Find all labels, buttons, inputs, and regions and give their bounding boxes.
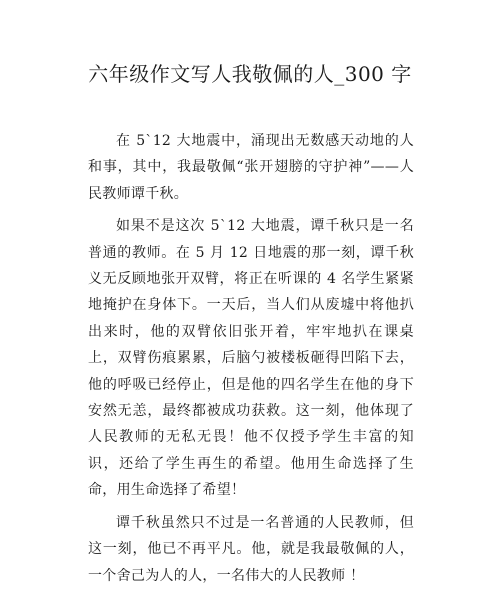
paragraph-2: 如果不是这次 5`12 大地震，谭千秋只是一名普通的教师。在 5 月 12 日地震的那一刻，谭千秋义无反顾地张开双臂，将正在听课的 4 名学生紧紧地掩护在身体下。一天后，当人们从废墟中将他扒出来时，他的双臂依旧张开着，牢牢地扒在课桌上，双臂伤痕累累，后脑勺被楼板砸得凹陷下去，他的呼吸已经停止，但是他的四名学生在他的身下安然无恙，最终都被成功获救。这一刻，他体现了人民教师的无私无畏！他不仅授予学生丰富的知识，还给了学生再生的希望。他用生命选择了生命，用生命选择了希望！ bbox=[88, 218, 414, 499]
paragraph-1: 在 5`12 大地震中，涌现出无数感天动地的人和事，其中，我最敬佩“张开翅膀的守护神”——人民教师谭千秋。 bbox=[88, 133, 414, 202]
document-body bbox=[88, 128, 414, 595]
paragraph-3: 谭千秋虽然只不过是一名普通的人民教师，但这一刻，他已不再平凡。他，就是我最敬佩的人，一个舍己为人的人，一名伟大的人民教师 ！ bbox=[88, 514, 414, 584]
document-title: 六年级作文写人我敬佩的人_300 字 bbox=[88, 62, 412, 86]
